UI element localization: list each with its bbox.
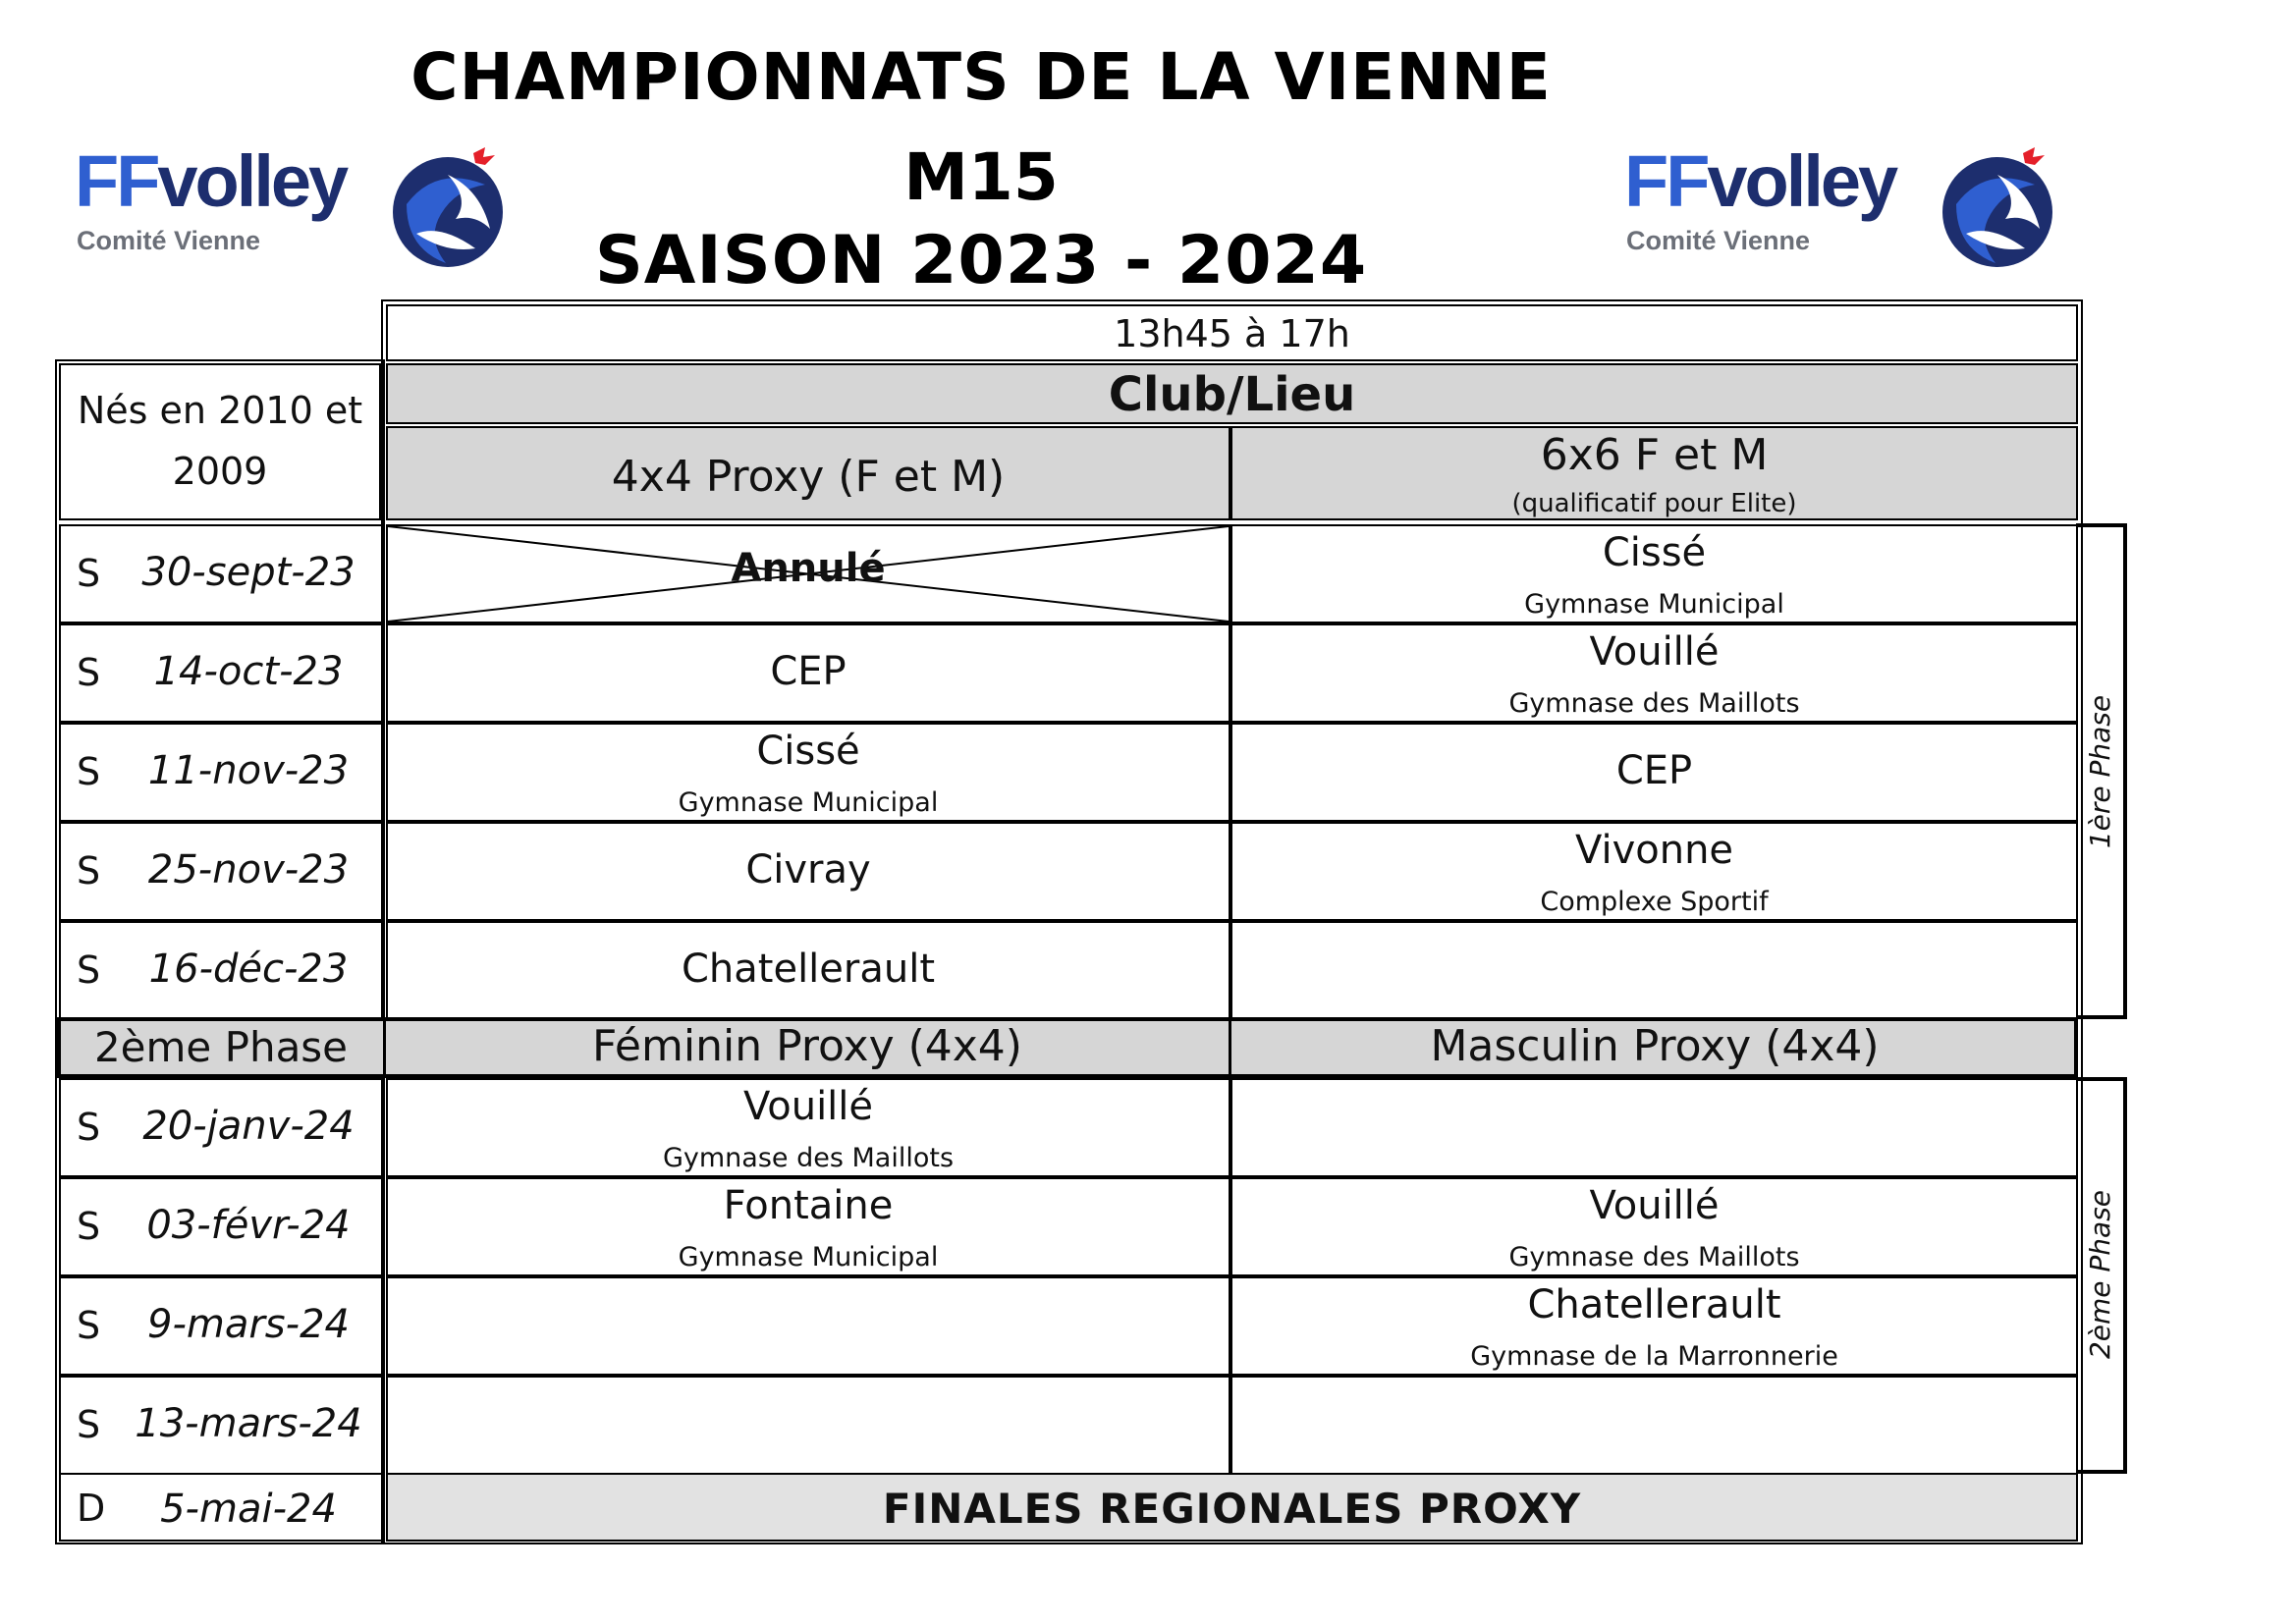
phase1-col1-header-text: 4x4 Proxy (F et M) <box>611 452 1006 502</box>
venue-cell <box>386 1376 1230 1475</box>
venue-club: Chatellerault <box>1527 1282 1781 1327</box>
day-letter: S <box>77 651 101 694</box>
phase2-col2-header-text: Masculin Proxy (4x4) <box>1430 1021 1880 1071</box>
phase2-label-text: 2ème Phase <box>93 1023 349 1071</box>
club-lieu-header <box>386 363 2078 424</box>
match-date: 25-nov-23 <box>147 847 350 893</box>
venue-cell <box>386 1078 1230 1177</box>
venue-gym: Gymnase Municipal <box>678 787 939 818</box>
venue-club: Fontaine <box>723 1183 894 1228</box>
day-letter: S <box>77 552 101 595</box>
ffvolley-logo-right <box>1624 140 2076 273</box>
venue-cell <box>386 822 1230 921</box>
day-letter: S <box>77 1304 101 1347</box>
final-date-cell <box>59 1473 383 1542</box>
match-date: 16-déc-23 <box>148 947 349 992</box>
venue-gym: Gymnase des Maillots <box>662 1143 955 1173</box>
phase1-col2-subheader-text: (qualificatif pour Elite) <box>1511 489 1797 518</box>
date-cell <box>59 1276 383 1376</box>
venue-club: Civray <box>745 847 871 893</box>
venue-gym: Gymnase de la Marronnerie <box>1470 1341 1838 1372</box>
time-range-text: 13h45 à 17h <box>1114 312 1350 355</box>
phase1-col1-header <box>386 426 1230 520</box>
venue-gym: Gymnase des Maillots <box>1508 1242 1800 1272</box>
venue-cell <box>1230 723 2078 822</box>
venue-club: Chatellerault <box>681 947 936 992</box>
date-cell <box>59 1376 383 1475</box>
phase1-col2-header-text: 6x6 F et M <box>1540 430 1769 480</box>
venue-cell <box>386 524 1230 623</box>
birth-year-cell <box>59 363 381 520</box>
time-range-cell <box>386 304 2078 361</box>
venue-gym: Gymnase Municipal <box>678 1242 939 1272</box>
volleyball-rooster-icon <box>1937 145 2064 273</box>
date-cell <box>59 623 383 723</box>
venue-cell <box>386 921 1230 1020</box>
venue-club: Vouillé <box>1589 629 1720 675</box>
match-date: 14-oct-23 <box>153 649 344 694</box>
page-title: CHAMPIONNATS DE LA VIENNE <box>410 39 1552 115</box>
ffvolley-logo-left <box>75 140 526 273</box>
venue-gym: Gymnase Municipal <box>1524 589 1784 620</box>
venue-cell <box>1230 921 2078 1020</box>
match-date: 03-févr-24 <box>146 1203 351 1248</box>
date-cell <box>59 921 383 1020</box>
phase2-side-label: 2ème Phase <box>2084 1189 2116 1360</box>
venue-gym: Gymnase des Maillots <box>1508 688 1800 719</box>
date-cell <box>59 1078 383 1177</box>
day-letter: S <box>77 849 101 893</box>
match-date: 20-janv-24 <box>142 1104 355 1149</box>
venue-cell <box>1230 822 2078 921</box>
venue-club: Cissé <box>1602 530 1707 575</box>
date-cell <box>59 723 383 822</box>
day-letter: S <box>77 1403 101 1446</box>
day-letter: S <box>77 750 101 793</box>
day-letter: S <box>77 1205 101 1248</box>
phase2-label-cell <box>59 1019 383 1076</box>
match-date: 13-mars-24 <box>135 1401 362 1446</box>
category-title: M15 <box>903 139 1059 215</box>
venue-cell <box>386 1276 1230 1376</box>
venue-cell <box>1230 1276 2078 1376</box>
phase1-side-label: 1ère Phase <box>2084 694 2116 849</box>
final-label-text: FINALES REGIONALES PROXY <box>882 1485 1582 1533</box>
final-day: D <box>77 1487 106 1530</box>
venue-cell <box>1230 524 2078 623</box>
logo-brand: FFvolley <box>75 140 347 222</box>
venue-cell <box>386 1177 1230 1276</box>
venue-cell <box>386 623 1230 723</box>
phase1-col2-header <box>1230 426 2078 520</box>
venue-club: Vouillé <box>742 1084 874 1129</box>
venue-club: Cissé <box>756 729 860 774</box>
venue-cell <box>1230 1376 2078 1475</box>
match-date: 30-sept-23 <box>141 550 355 595</box>
club-lieu-text: Club/Lieu <box>1108 367 1356 422</box>
birth-year-line2: 2009 <box>172 450 268 493</box>
birth-year-line1: Nés en 2010 et <box>77 389 363 432</box>
volleyball-rooster-icon <box>387 145 515 273</box>
venue-club: CEP <box>770 649 847 694</box>
final-label-cell <box>386 1473 2078 1542</box>
phase2-col1-header-text: Féminin Proxy (4x4) <box>592 1021 1022 1071</box>
venue-cell <box>1230 1078 2078 1177</box>
logo-brand: FFvolley <box>1624 140 1896 222</box>
venue-cell <box>1230 623 2078 723</box>
venue-cell <box>386 723 1230 822</box>
venue-club: CEP <box>1615 748 1693 793</box>
date-cell <box>59 822 383 921</box>
venue-gym: Complexe Sportif <box>1540 887 1769 917</box>
match-date: 11-nov-23 <box>147 748 350 793</box>
venue-cell <box>1230 1177 2078 1276</box>
match-date: 9-mars-24 <box>147 1302 350 1347</box>
venue-club: Annulé <box>731 546 886 591</box>
logo-subtitle: Comité Vienne <box>1626 226 1811 255</box>
season-title: SAISON 2023 - 2024 <box>594 222 1368 299</box>
venue-club: Vouillé <box>1589 1183 1720 1228</box>
venue-club: Vivonne <box>1574 828 1734 873</box>
date-cell <box>59 524 383 623</box>
date-cell <box>59 1177 383 1276</box>
logo-subtitle: Comité Vienne <box>77 226 261 255</box>
day-letter: S <box>77 948 101 992</box>
day-letter: S <box>77 1106 101 1149</box>
final-date: 5-mai-24 <box>160 1487 337 1532</box>
